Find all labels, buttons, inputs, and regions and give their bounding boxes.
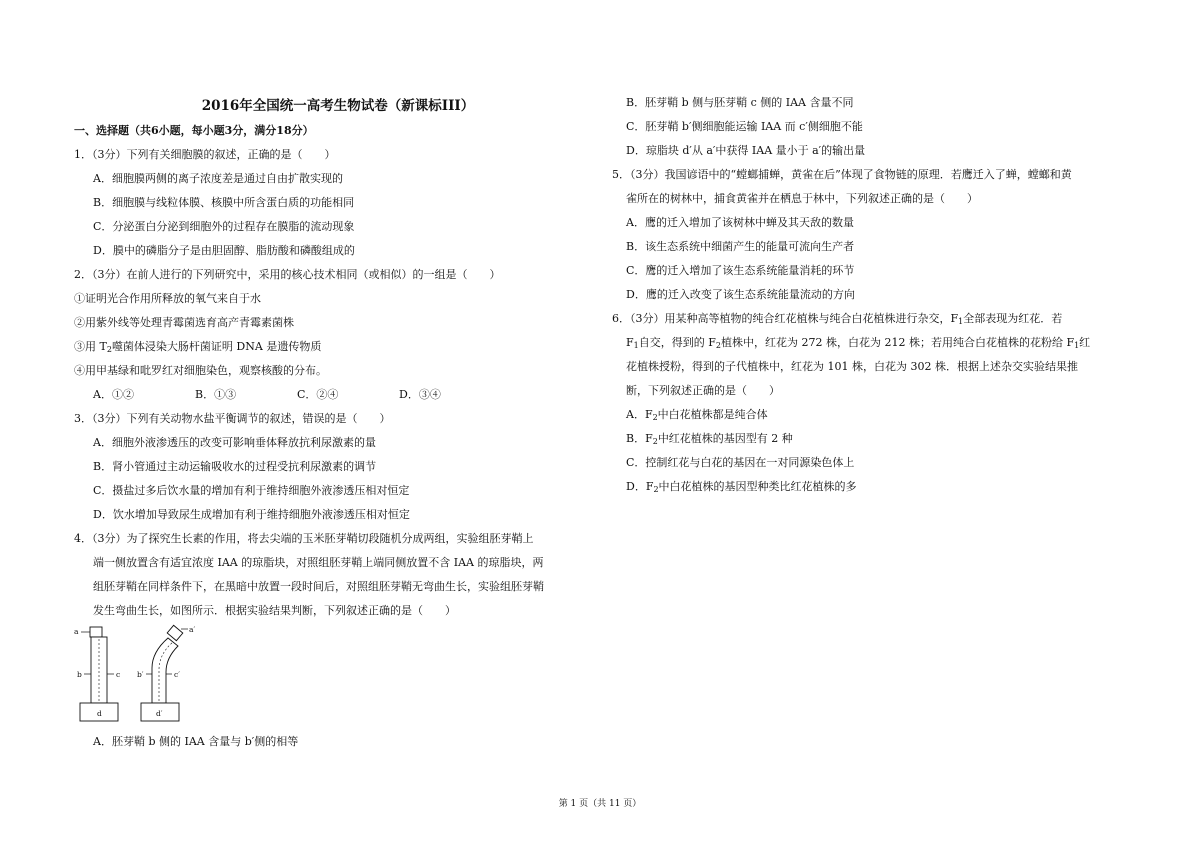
label-d: d	[97, 709, 102, 718]
q2-item-3	[74, 335, 602, 359]
q3-option-c: C．摄盐过多后饮水量的增加有利于维持细胞外液渗透压相对恒定	[93, 484, 410, 497]
q6-l1-sub: 1	[958, 317, 964, 326]
q6-l2-sub3: 1	[1074, 341, 1080, 350]
page-footer: 第 1 页（共 11 页）	[558, 799, 642, 809]
q6-option-a-post: 中白花植株都是纯合体	[657, 408, 768, 421]
q6-l1-b: 全部表现为红花．若	[963, 312, 1063, 325]
q6-option-b-pre: B．F	[626, 432, 653, 445]
q6-option-b-post: 中红花植株的基因型有 2 种	[657, 432, 793, 445]
q6-l2-sub1: 1	[633, 341, 639, 350]
q5-stem-line-1: 5．（3分）我国谚语中的“螳螂捕蝉，黄雀在后”体现了食物链的原理．若鹰迁入了蝉，螳螂和黄	[612, 168, 1072, 181]
q4-option-c: C．胚芽鞘 b′侧细胞能运输 IAA 而 c′侧细胞不能	[626, 120, 863, 133]
label-c-prime: c′	[174, 670, 180, 679]
q4-stem-line-1: 4．（3分）为了探究生长素的作用，将去尖端的玉米胚芽鞘切段随机分成两组，实验组胚芽鞘上	[74, 532, 534, 545]
q6-option-d-sub: 2	[653, 485, 659, 494]
q3-option-b: B．肾小管通过主动运输吸收水的过程受抗利尿激素的调节	[93, 460, 377, 473]
q6-l2-a: F	[626, 336, 634, 349]
q3-stem: 3．（3分）下列有关动物水盐平衡调节的叙述，错误的是（ ）	[74, 412, 391, 425]
q6-option-d-pre: D．F	[626, 480, 654, 493]
q6-option-a-sub: 2	[652, 413, 658, 422]
q4-stem-line-2: 端一侧放置含有适宜浓度 IAA 的琼脂块，对照组胚芽鞘上端同侧放置不含 IAA 的琼脂块，两	[93, 556, 544, 569]
q2-option-d: D．③④	[399, 388, 441, 401]
q5-option-c: C．鹰的迁入增加了该生态系统能量消耗的环节	[626, 264, 855, 277]
right-column	[612, 91, 1142, 499]
q2-option-c: C．②④	[297, 388, 339, 401]
label-b: b	[77, 670, 82, 679]
q4-option-d: D．琼脂块 d′从 a′中获得 IAA 量小于 a′的输出量	[626, 144, 866, 157]
q6-l1-a: 6．（3分）用某种高等植物的纯合红花植株与纯合白花植株进行杂交，F	[612, 312, 959, 325]
q6-stem-line-1	[612, 307, 1142, 331]
q1-option-b: B．细胞膜与线粒体膜、核膜中所含蛋白质的功能相同	[93, 196, 355, 209]
agar-block-a-prime	[167, 625, 183, 640]
q5-stem-line-2: 雀所在的树林中，捕食黄雀并在栖息于林中，下列叙述正确的是（ ）	[626, 192, 978, 205]
q6-stem-line-2	[612, 331, 1142, 355]
label-d-prime: d′	[156, 709, 163, 718]
q2-stem: 2．（3分）在前人进行的下列研究中，采用的核心技术相同（或相似）的一组是（ ）	[74, 268, 501, 281]
q2-option-a: A．①②	[93, 388, 134, 401]
experimental-coleoptile	[137, 625, 195, 721]
q5-option-b: B．该生态系统中细菌产生的能量可流向生产者	[626, 240, 855, 253]
q4-option-b: B．胚芽鞘 b 侧与胚芽鞘 c 侧的 IAA 含量不同	[626, 96, 854, 109]
q2-item-2: ②用紫外线等处理青霉菌选育高产青霉素菌株	[74, 316, 294, 329]
q2-option-b: B．①③	[195, 388, 237, 401]
q2-item-3-pre: ③用 T	[74, 340, 107, 353]
agar-block-a	[90, 627, 102, 637]
q5-option-a: A．鹰的迁入增加了该树林中蝉及其天敌的数量	[626, 216, 854, 229]
q1-stem: 1．（3分）下列有关细胞膜的叙述，正确的是（ ）	[74, 148, 336, 161]
q6-stem-line-3: 花植株授粉，得到的子代植株中，红花为 101 株，白花为 302 株．根据上述杂交实验结果推	[626, 360, 1078, 373]
q2-item-3-sub: 2	[106, 345, 112, 354]
coleoptile-segment	[91, 637, 107, 703]
control-coleoptile	[74, 627, 120, 721]
left-column	[74, 119, 602, 623]
q6-l2-d: 红	[1079, 336, 1091, 349]
q4-stem-line-3: 组胚芽鞘在同样条件下，在黑暗中放置一段时间后，对照组胚芽鞘无弯曲生长，实验组胚芽鞘	[93, 580, 544, 593]
q4-option-a: A．胚芽鞘 b 侧的 IAA 含量与 b′侧的相等	[93, 735, 299, 748]
q3-option-d: D．饮水增加导致尿生成增加有利于维持细胞外液渗透压相对恒定	[93, 508, 410, 521]
q1-option-c: C．分泌蛋白分泌到细胞外的过程存在膜脂的流动现象	[93, 220, 355, 233]
label-a-prime: a′	[189, 625, 196, 634]
q6-l2-sub2: 2	[715, 341, 721, 350]
q2-item-1: ①证明光合作用所释放的氧气来自于水	[74, 292, 261, 305]
q6-option-b-sub: 2	[652, 437, 658, 446]
label-a: a	[74, 627, 79, 636]
exam-title: 2016年全国统一高考生物试卷（新课标III）	[201, 98, 475, 114]
q6-option-a	[612, 403, 1142, 427]
section-heading: 一、选择题（共6小题，每小题3分，满分18分）	[74, 124, 314, 137]
q2-item-3-post: 噬菌体浸染大肠杆菌证明 DNA 是遗传物质	[111, 340, 322, 353]
q1-option-a: A．细胞膜两侧的离子浓度差是通过自由扩散实现的	[93, 172, 343, 185]
q6-option-d	[612, 475, 1142, 499]
q6-l2-c: 植株中，红花为 272 株，白花为 212 株；若用纯合白花植株的花粉给 F	[720, 336, 1075, 349]
q1-option-d: D．膜中的磷脂分子是由胆固醇、脂肪酸和磷酸组成的	[93, 244, 355, 257]
q6-option-a-pre: A．F	[626, 408, 653, 421]
q6-option-b	[612, 427, 1142, 451]
q5-option-d: D．鹰的迁入改变了该生态系统能量流动的方向	[626, 288, 855, 301]
label-c: c	[116, 670, 121, 679]
q2-options	[74, 383, 602, 407]
coleoptile-figure	[74, 622, 214, 726]
q6-stem-line-4: 断，下列叙述正确的是（ ）	[626, 384, 780, 397]
label-b-prime: b′	[137, 670, 144, 679]
q6-option-c: C．控制红花与白花的基因在一对同源染色体上	[626, 456, 855, 469]
q3-option-a: A．细胞外液渗透压的改变可影响垂体释放抗利尿激素的量	[93, 436, 376, 449]
left-column-bottom	[74, 730, 602, 754]
q6-option-d-post: 中白花植株的基因型种类比红花植株的多	[658, 480, 857, 493]
q4-stem-line-4: 发生弯曲生长，如图所示．根据实验结果判断，下列叙述正确的是（ ）	[93, 604, 456, 617]
q6-l2-b: 自交，得到的 F	[638, 336, 716, 349]
q2-item-4: ④用甲基绿和吡罗红对细胞染色，观察核酸的分布。	[74, 364, 327, 377]
